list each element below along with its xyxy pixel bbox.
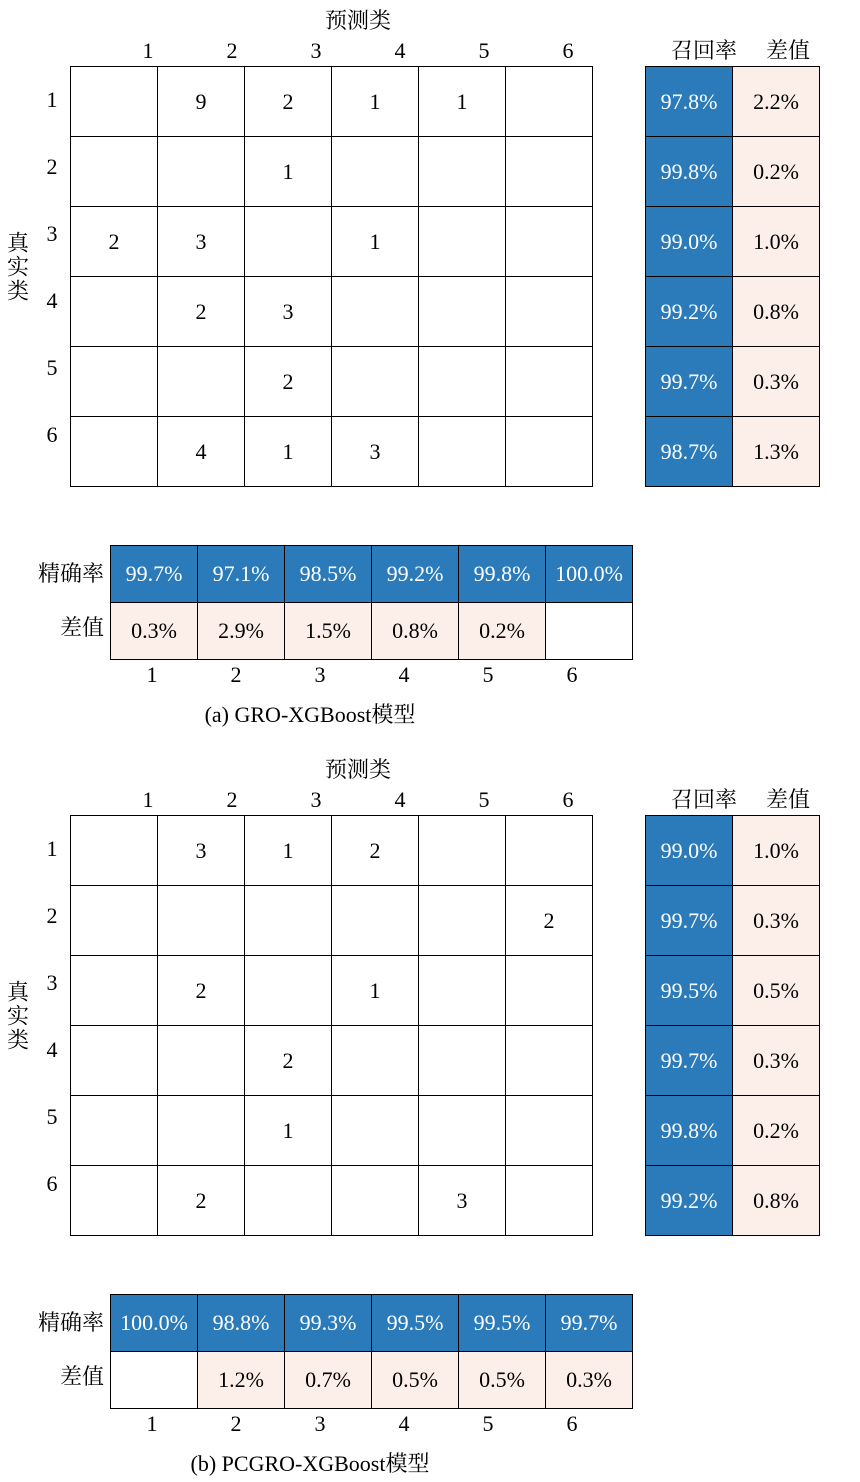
cell: [158, 1026, 245, 1096]
row-tick: 5: [46, 354, 58, 380]
cell: [419, 956, 506, 1026]
recall-cell: 99.7%: [646, 886, 733, 956]
recall-diff-cell: 0.8%: [733, 277, 820, 347]
recall-cell: 99.2%: [646, 277, 733, 347]
recall-cell: 99.7%: [646, 1026, 733, 1096]
row-tick: 5: [46, 1103, 58, 1129]
precision-cell: 99.8%: [459, 546, 546, 603]
cell: [506, 207, 593, 277]
recall-header: 召回率: [670, 787, 737, 812]
col-tick: 6: [566, 662, 578, 687]
col-tick: 5: [482, 1411, 494, 1436]
cell: 2: [245, 67, 332, 137]
col-tick: 1: [146, 1411, 158, 1436]
cell: 2: [158, 956, 245, 1026]
confusion-matrix-a: [70, 66, 593, 487]
cell: 2: [245, 1026, 332, 1096]
precision-diff-cell: 1.2%: [198, 1352, 285, 1409]
precision-cell: 98.8%: [198, 1295, 285, 1352]
row-tick: 6: [46, 1170, 58, 1196]
col-tick: 4: [394, 787, 406, 812]
cell: [71, 417, 158, 487]
table-row: [71, 67, 593, 137]
cell: [419, 1026, 506, 1096]
cell: [71, 1096, 158, 1166]
recall-table-wrap-b: [645, 815, 820, 1236]
precision-diff-cell: 0.2%: [459, 603, 546, 660]
diff-label: 差值: [59, 614, 104, 640]
col-tick: 2: [230, 662, 242, 687]
matrix-row-ticks-a: [34, 66, 70, 468]
table-row: [646, 886, 820, 956]
cell: [71, 956, 158, 1026]
col-tick: 3: [310, 38, 322, 63]
recall-cell: 99.0%: [646, 816, 733, 886]
precision-cell: 100.0%: [546, 546, 633, 603]
cell: 598: [332, 1026, 419, 1096]
row-tick: 3: [46, 220, 58, 246]
cell: [245, 886, 332, 956]
col-tick: 2: [226, 787, 238, 812]
cell: [506, 816, 593, 886]
table-row: [111, 603, 633, 660]
precision-row-labels-a: [0, 545, 110, 653]
cell: [419, 207, 506, 277]
table-row: [71, 956, 593, 1026]
cell: 9: [158, 67, 245, 137]
confusion-matrix-b: [70, 815, 593, 1236]
cell: [71, 137, 158, 207]
recall-cell: 99.8%: [646, 137, 733, 207]
cell: [332, 886, 419, 956]
cell: 1: [419, 67, 506, 137]
cell: 594: [71, 816, 158, 886]
precision-cell: 99.5%: [459, 1295, 546, 1352]
recall-table-wrap-a: [645, 66, 820, 487]
predicted-class-label: 预测类: [324, 757, 391, 782]
table-row: [71, 277, 593, 347]
recall-diff-cell: 1.0%: [733, 816, 820, 886]
row-tick: 3: [46, 969, 58, 995]
col-tick: 2: [230, 1411, 242, 1436]
precision-cell: 99.7%: [111, 546, 198, 603]
cell: [245, 1166, 332, 1236]
cell: 587: [71, 67, 158, 137]
cell: [158, 1096, 245, 1166]
col-tick: 3: [310, 787, 322, 812]
precision-diff-cell: [111, 1352, 198, 1409]
cell: 3: [245, 277, 332, 347]
recall-table-a: [645, 66, 820, 487]
side-header-a: [662, 36, 830, 66]
precision-diff-cell: 0.3%: [546, 1352, 633, 1409]
cell: 599: [158, 137, 245, 207]
col-tick: 5: [478, 787, 490, 812]
precision-table-b: [110, 1294, 633, 1409]
cell: [332, 137, 419, 207]
cell: [158, 347, 245, 417]
cell: [419, 137, 506, 207]
cell: 599: [419, 1096, 506, 1166]
cell: 2: [506, 886, 593, 956]
cell: [506, 137, 593, 207]
precision-cell: 97.1%: [198, 546, 285, 603]
col-tick: 6: [566, 1411, 578, 1436]
matrix-column-ticks-top-a: [106, 36, 610, 66]
cell: 3: [158, 816, 245, 886]
row-tick: 1: [46, 835, 58, 861]
cell: [506, 277, 593, 347]
precision-table-a: [110, 545, 633, 660]
row-tick: 4: [46, 287, 58, 313]
cell: 3: [158, 207, 245, 277]
cell: [506, 956, 593, 1026]
cell: [419, 277, 506, 347]
table-row: [111, 546, 633, 603]
col-tick: 5: [482, 662, 494, 687]
cell: [71, 347, 158, 417]
col-tick: 6: [562, 38, 574, 63]
recall-header: 召回率: [670, 38, 737, 63]
table-row: [71, 347, 593, 417]
cell: [419, 417, 506, 487]
cell: [419, 816, 506, 886]
precision-diff-cell: 0.7%: [285, 1352, 372, 1409]
cell: 594: [245, 207, 332, 277]
cell: [71, 886, 158, 956]
panel-pcgro-xgboost: [0, 755, 860, 1478]
cell: 595: [332, 277, 419, 347]
table-row: [71, 1026, 593, 1096]
recall-diff-cell: 0.2%: [733, 137, 820, 207]
table-row: [646, 1166, 820, 1236]
precision-diff-cell: 2.9%: [198, 603, 285, 660]
diff-header: 差值: [765, 38, 810, 63]
col-tick: 4: [398, 1411, 410, 1436]
precision-cell: 99.5%: [372, 1295, 459, 1352]
diff-header: 差值: [765, 787, 810, 812]
table-row: [71, 1166, 593, 1236]
precision-diff-cell: 0.8%: [372, 603, 459, 660]
row-tick: 2: [46, 153, 58, 179]
cell: 3: [419, 1166, 506, 1236]
table-row: [646, 347, 820, 417]
matrix-column-ticks-bottom-a: [110, 660, 614, 690]
cell: 3: [332, 417, 419, 487]
table-row: [646, 67, 820, 137]
cell: [71, 1166, 158, 1236]
cell: [332, 1096, 419, 1166]
cell: 1: [245, 417, 332, 487]
col-tick: 5: [478, 38, 490, 63]
cell: 1: [332, 956, 419, 1026]
table-row: [71, 417, 593, 487]
col-tick: 1: [146, 662, 158, 687]
precision-cell: 99.7%: [546, 1295, 633, 1352]
table-row: [71, 137, 593, 207]
precision-cell: 100.0%: [111, 1295, 198, 1352]
cell: 2: [71, 207, 158, 277]
precision-diff-cell: 0.3%: [111, 603, 198, 660]
precision-cell: 98.5%: [285, 546, 372, 603]
precision-label: 精确率: [37, 1309, 104, 1335]
precision-diff-cell: 0.5%: [372, 1352, 459, 1409]
cell: 4: [158, 417, 245, 487]
precision-cell: 99.3%: [285, 1295, 372, 1352]
recall-cell: 99.7%: [646, 347, 733, 417]
table-row: [646, 956, 820, 1026]
recall-diff-cell: 0.3%: [733, 1026, 820, 1096]
precision-cell: 99.2%: [372, 546, 459, 603]
precision-label: 精确率: [37, 560, 104, 586]
recall-cell: 99.2%: [646, 1166, 733, 1236]
cell: 595: [506, 1166, 593, 1236]
table-row: [71, 207, 593, 277]
recall-diff-cell: 0.5%: [733, 956, 820, 1026]
precision-diff-cell: 1.5%: [285, 603, 372, 660]
precision-diff-cell: [546, 603, 633, 660]
col-tick: 2: [226, 38, 238, 63]
cell: 598: [419, 347, 506, 417]
col-tick: 4: [394, 38, 406, 63]
true-class-label: 真实类: [4, 231, 30, 303]
table-row: [71, 816, 593, 886]
table-row: [646, 816, 820, 886]
table-row: [646, 207, 820, 277]
table-row: [646, 417, 820, 487]
col-tick: 1: [142, 38, 154, 63]
row-tick: 1: [46, 86, 58, 112]
cell: [332, 1166, 419, 1236]
cell: 2: [158, 277, 245, 347]
recall-cell: 99.0%: [646, 207, 733, 277]
recall-diff-cell: 0.3%: [733, 886, 820, 956]
cell: 2: [245, 347, 332, 417]
recall-diff-cell: 0.3%: [733, 347, 820, 417]
recall-cell: 99.5%: [646, 956, 733, 1026]
recall-diff-cell: 0.2%: [733, 1096, 820, 1166]
table-row: [111, 1352, 633, 1409]
recall-diff-cell: 0.8%: [733, 1166, 820, 1236]
table-row: [646, 137, 820, 207]
caption-a: (a) GRO-XGBoost模型: [204, 702, 416, 727]
col-tick: 3: [314, 662, 326, 687]
caption-b: (b) PCGRO-XGBoost模型: [190, 1451, 430, 1476]
cell: 1: [245, 816, 332, 886]
true-class-label: 真实类: [4, 980, 30, 1052]
cell: 592: [506, 417, 593, 487]
cell: [332, 347, 419, 417]
matrix-column-ticks-top-b: [106, 785, 610, 815]
cell: 597: [245, 956, 332, 1026]
cell: [419, 886, 506, 956]
precision-row-labels-b: [0, 1294, 110, 1402]
matrix-column-ticks-bottom-b: [110, 1409, 614, 1439]
recall-diff-cell: 1.3%: [733, 417, 820, 487]
cell: 1: [245, 137, 332, 207]
cell: [71, 1026, 158, 1096]
precision-block-b: [0, 1294, 860, 1409]
cell: 2: [158, 1166, 245, 1236]
cell: 1: [245, 1096, 332, 1166]
matrix-row-ticks-b: [34, 815, 70, 1217]
cell: [506, 1026, 593, 1096]
precision-diff-cell: 0.5%: [459, 1352, 546, 1409]
side-header-b: [662, 785, 830, 815]
table-row: [111, 1295, 633, 1352]
cell: [506, 347, 593, 417]
recall-table-b: [645, 815, 820, 1236]
col-tick: 1: [142, 787, 154, 812]
cell: 1: [332, 207, 419, 277]
table-row: [71, 886, 593, 956]
recall-diff-cell: 2.2%: [733, 67, 820, 137]
recall-cell: 97.8%: [646, 67, 733, 137]
recall-cell: 99.8%: [646, 1096, 733, 1166]
recall-diff-cell: 1.0%: [733, 207, 820, 277]
cell: [71, 277, 158, 347]
row-tick: 4: [46, 1036, 58, 1062]
predicted-class-label: 预测类: [324, 8, 391, 33]
row-tick: 6: [46, 421, 58, 447]
cell: 2: [332, 816, 419, 886]
table-row: [646, 1026, 820, 1096]
table-row: [646, 277, 820, 347]
cell: 1: [332, 67, 419, 137]
col-tick: 6: [562, 787, 574, 812]
panel-gro-xgboost: [0, 0, 860, 729]
table-row: [71, 1096, 593, 1166]
col-tick: 4: [398, 662, 410, 687]
cell: [506, 1096, 593, 1166]
cell: 598: [158, 886, 245, 956]
recall-cell: 98.7%: [646, 417, 733, 487]
row-tick: 2: [46, 902, 58, 928]
cell: [506, 67, 593, 137]
diff-label: 差值: [59, 1363, 104, 1389]
col-tick: 3: [314, 1411, 326, 1436]
precision-block-a: [0, 545, 860, 660]
table-row: [646, 1096, 820, 1166]
